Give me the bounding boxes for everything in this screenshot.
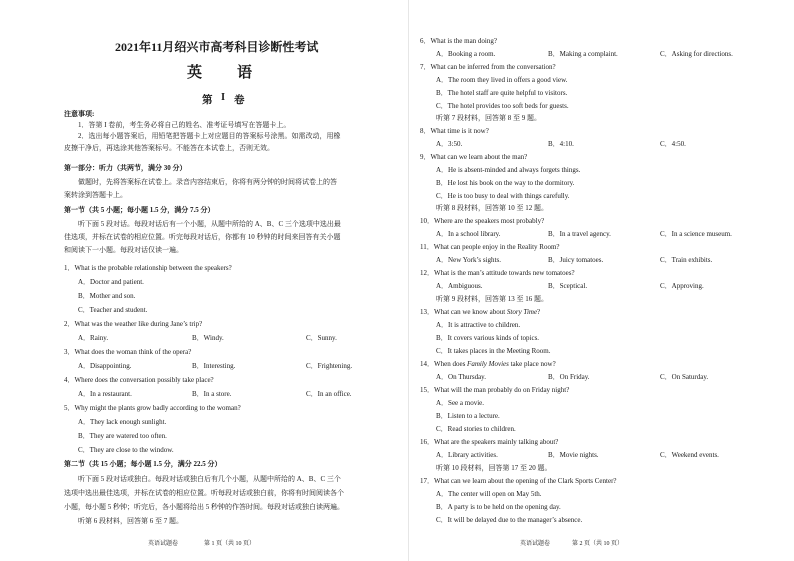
question-2: 2．What was the weather like during Jane’s trip? xyxy=(64,320,203,328)
question-10-option-c: C．In a science museum. xyxy=(660,230,732,238)
notice-item-2-cont: 皮擦干净后，再选涂其他答案标号。不能答在本试卷上，否则无效。 xyxy=(64,144,274,152)
notice-item-2: 2．选出每小题答案后，用铅笔把答题卡上对应题目的答案标号涂黑。如需改动，用橡 xyxy=(78,132,341,140)
question-10-option-a: A．In a school library. xyxy=(436,230,501,238)
question-4-option-a: A．In a restaurant. xyxy=(78,390,132,398)
question-6-option-b: B．Making a complaint. xyxy=(548,50,618,58)
question-8-option-a: A．3:50. xyxy=(436,140,463,148)
question-12: 12．What is the man’s attitude towards new tomatoes? xyxy=(420,269,575,277)
question-7-option-a: A．The room they lived in offers a good view. xyxy=(436,76,568,84)
question-16: 16．What are the speakers mainly talking about? xyxy=(420,438,559,446)
section2-instruction-cont-1: 选项中选出最佳选项，并标在试卷的相应位置。听每段对话或独白前，你将有时间阅读各个 xyxy=(64,489,344,497)
material-8: 听第 8 段材料，回答第 10 至 12 题。 xyxy=(436,204,548,212)
exam-title: 2021年11月绍兴市高考科目诊断性考试 xyxy=(115,40,319,54)
question-17-option-b: B．A party is to be held on the opening day. xyxy=(436,503,561,511)
question-10-option-b: B．In a travel agency. xyxy=(548,230,611,238)
question-1-option-b: B．Mother and son. xyxy=(78,292,136,300)
question-13-end: ? xyxy=(537,308,541,316)
page-divider xyxy=(408,0,409,561)
volume-char-3: 卷 xyxy=(234,95,246,106)
question-14-option-c: C．On Saturday. xyxy=(660,373,709,381)
volume-char-2: I xyxy=(221,92,227,103)
question-17-option-a: A．The center will open on May 5th. xyxy=(436,490,542,498)
question-11-option-b: B．Juicy tomatoes. xyxy=(548,256,604,264)
question-2-option-a: A．Rainy. xyxy=(78,334,109,342)
question-4-option-c: C．In an office. xyxy=(306,390,352,398)
part1-title: 第一部分：听力（共两节，满分 30 分） xyxy=(64,164,187,172)
question-2-option-b: B．Windy. xyxy=(192,334,224,342)
question-2-option-c: C．Sunny. xyxy=(306,334,337,342)
question-1-option-c: C．Teacher and student. xyxy=(78,306,148,314)
question-9-option-a: A．He is absent-minded and always forgets things. xyxy=(436,166,581,174)
question-11-option-c: C．Train exhibits. xyxy=(660,256,713,264)
question-15-option-c: C．Read stories to children. xyxy=(436,425,516,433)
question-9: 9．What can we learn about the man? xyxy=(420,153,528,161)
question-15-option-b: B．Listen to a lecture. xyxy=(436,412,500,420)
material-10: 听第 10 段材料，回答第 17 至 20 题。 xyxy=(436,464,552,472)
section2-material-6: 听第 6 段材料，回答第 6 至 7 题。 xyxy=(78,517,183,525)
question-10: 10．Where are the speakers most probably? xyxy=(420,217,545,225)
part1-instruction-cont: 案转涂到答题卡上。 xyxy=(64,191,127,199)
question-4: 4．Where does the conversation possibly take place? xyxy=(64,376,214,384)
question-8-option-c: C．4:50. xyxy=(660,140,686,148)
question-12-option-c: C．Approving. xyxy=(660,282,704,290)
section2-instruction: 听下面 5 段对话或独白。每段对话或独白后有几个小题，从题中所给的 A、B、C 三个 xyxy=(78,475,341,483)
footer-page-number: 第 2 页（共 10 页） xyxy=(572,541,624,547)
question-13-text: 13．What can we know about xyxy=(420,308,507,316)
question-14-text: 14．When does xyxy=(420,360,468,368)
section2-instruction-cont-2: 小题，每小题 5 秒钟；听完后，各小题将给出 5 秒钟的作答时间。每段对话或独白读两遍。 xyxy=(64,503,344,511)
section2-title: 第二节（共 15 小题；每小题 1.5 分，满分 22.5 分） xyxy=(64,460,222,468)
question-6: 6．What is the man doing? xyxy=(420,37,497,45)
question-9-option-c: C．He is too busy to deal with things carefully. xyxy=(436,192,570,200)
footer-subject: 英语试题卷 xyxy=(520,541,551,547)
part1-instruction: 做题时，先将答案标在试卷上。录音内容结束后，你将有两分钟的时间将试卷上的答 xyxy=(78,178,337,186)
section1-instruction-cont-1: 佳选项，并标在试卷的相应位置。听完每段对话后，你都有 10 秒钟的时间来回答有关小题 xyxy=(64,233,341,241)
question-5-option-a: A．They lack enough sunlight. xyxy=(78,418,167,426)
material-9: 听第 9 段材料，回答第 13 至 16 题。 xyxy=(436,295,548,303)
question-14-option-b: B．On Friday. xyxy=(548,373,590,381)
question-14-option-a: A．On Thursday. xyxy=(436,373,486,381)
subject-char-2: 语 xyxy=(237,65,255,81)
question-5-option-b: B．They are watered too often. xyxy=(78,432,167,440)
question-13-option-a: A．It is attractive to children. xyxy=(436,321,521,329)
question-16-option-c: C．Weekend events. xyxy=(660,451,719,459)
question-11-option-a: A．New York’s sights. xyxy=(436,256,501,264)
question-14-end: take place now? xyxy=(508,360,556,368)
footer-subject: 英语试题卷 xyxy=(148,541,179,547)
question-1-option-a: A．Doctor and patient. xyxy=(78,278,144,286)
question-3-option-b: B．Interesting. xyxy=(192,362,236,370)
question-1: 1．What is the probable relationship between the speakers? xyxy=(64,264,232,272)
question-5-option-c: C．They are close to the window. xyxy=(78,446,174,454)
question-7-option-c: C．The hotel provides too soft beds for guests. xyxy=(436,102,569,110)
question-8: 8．What time is it now? xyxy=(420,127,489,135)
question-17: 17．What can we learn about the opening of the Clark Sports Center? xyxy=(420,477,617,485)
question-9-option-b: B．He lost his book on the way to the dormitory. xyxy=(436,179,575,187)
notice-item-1: 1．答第 I 卷前，考生务必将自己的姓名、准考证号填写在答题卡上。 xyxy=(78,121,291,129)
question-14-title: Family Movies xyxy=(467,360,509,368)
question-17-option-c: C．It will be delayed due to the manager’s absence. xyxy=(436,516,583,524)
question-3-option-c: C．Frightening. xyxy=(306,362,353,370)
volume-char-1: 第 xyxy=(202,95,214,106)
question-13 xyxy=(420,308,540,317)
question-8-option-b: B．4:10. xyxy=(548,140,574,148)
question-3-option-a: A．Disappointing. xyxy=(78,362,132,370)
notice-title: 注意事项: xyxy=(64,110,95,118)
question-15-option-a: A．See a movie. xyxy=(436,399,485,407)
question-11: 11．What can people enjoy in the Reality Room? xyxy=(420,243,560,251)
question-13-title: Story Time xyxy=(506,308,538,316)
question-12-option-b: B．Sceptical. xyxy=(548,282,588,290)
section1-instruction-cont-2: 和阅读下一小题。每段对话仅读一遍。 xyxy=(64,246,183,254)
question-7: 7．What can be inferred from the conversation? xyxy=(420,63,556,71)
question-16-option-b: B．Movie nights. xyxy=(548,451,599,459)
section1-instruction: 听下面 5 段对话。每段对话后有一个小题，从题中所给的 A、B、C 三个选项中选出最 xyxy=(78,220,341,228)
question-6-option-c: C．Asking for directions. xyxy=(660,50,733,58)
question-6-option-a: A．Booking a room. xyxy=(436,50,496,58)
question-5: 5．Why might the plants grow badly according to the woman? xyxy=(64,404,241,412)
question-16-option-a: A．Library activities. xyxy=(436,451,498,459)
subject-char-1: 英 xyxy=(187,65,205,81)
question-14 xyxy=(420,360,556,369)
section1-title: 第一节（共 5 小题；每小题 1.5 分，满分 7.5 分） xyxy=(64,206,215,214)
question-12-option-a: A．Ambiguous. xyxy=(436,282,483,290)
material-7: 听第 7 段材料，回答第 8 至 9 题。 xyxy=(436,114,541,122)
question-4-option-b: B．In a store. xyxy=(192,390,232,398)
question-7-option-b: B．The hotel staff are quite helpful to visitors. xyxy=(436,89,568,97)
question-13-option-c: C．It takes places in the Meeting Room. xyxy=(436,347,551,355)
question-15: 15．What will the man probably do on Friday night? xyxy=(420,386,570,394)
question-13-option-b: B．It covers various kinds of topics. xyxy=(436,334,540,342)
footer-page-number: 第 1 页（共 10 页） xyxy=(204,541,256,547)
question-3: 3．What does the woman think of the opera? xyxy=(64,348,192,356)
